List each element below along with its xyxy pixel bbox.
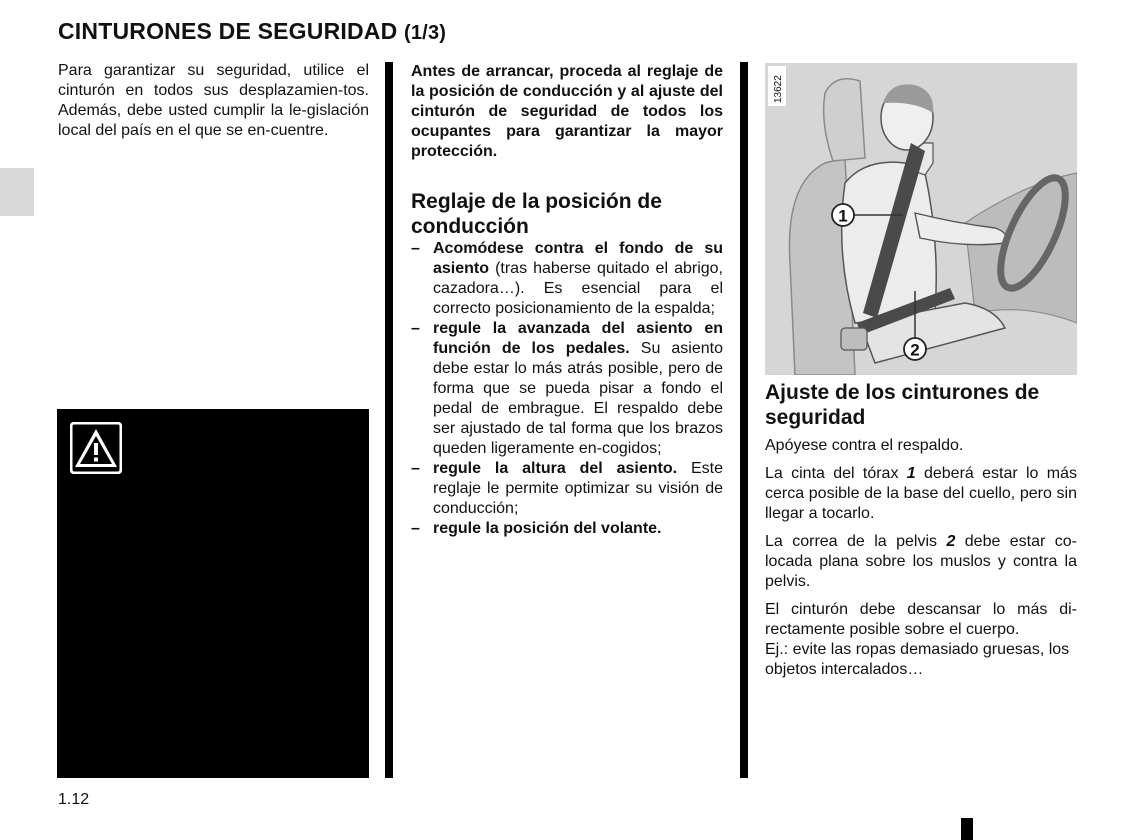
column-right [765, 380, 1077, 680]
callout-1: 1 [838, 206, 848, 226]
section-heading-belt-adjustment: Ajuste de los cinturones de seguridad [765, 381, 1040, 429]
list-item: – regule la altura del asiento. Este reglaje le permite optimizar su visión de conducción; [411, 459, 723, 519]
corner-marker [961, 818, 973, 840]
warning-box [57, 409, 369, 778]
section-heading-driving-position: Reglaje de la posición de conducción [411, 190, 662, 238]
page-number: 1.12 [58, 791, 90, 808]
paragraph: Apóyese contra el respaldo. [765, 437, 964, 454]
seatbelt-illustration [765, 63, 1077, 375]
bold-intro: Antes de arrancar, proceda al reglaje de la posición de conducción y al ajuste del cinturón de seguridad de todos los ocupantes para garantizar la mayor protección. [411, 63, 723, 160]
list-item: – Acomódese contra el fondo de su asiento (tras haberse quitado el abrigo, cazadora…). Es esencial para el correcto posicionamiento de la espalda; [411, 239, 723, 319]
figure-reference: 13622 [773, 75, 784, 103]
column-divider-bar [385, 62, 393, 778]
column-divider-bar [740, 62, 748, 778]
column-middle [411, 62, 723, 539]
page-title: CINTURONES DE SEGURIDAD (1/3) [58, 18, 447, 44]
paragraph: El cinturón debe descansar lo más di-rectamente posible sobre el cuerpo. [765, 601, 1077, 638]
adjustment-list [411, 239, 723, 539]
list-item: – regule la posición del volante. [411, 519, 723, 539]
callout-2: 2 [910, 340, 920, 360]
list-item: – regule la avanzada del asiento en función de los pedales. Su asiento debe estar lo más atrás posible, pero de forma que se pueda pisar a fondo el pedal de embrague. El respaldo debe ser ajustado de tal forma que los brazos queden ligeramente en-cogidos; [411, 319, 723, 459]
paragraph: La correa de la pelvis 2 debe estar co-locada plana sobre los muslos y contra la pelvis. [765, 533, 1078, 590]
warning-triangle-icon [69, 421, 123, 475]
intro-paragraph: Para garantizar su seguridad, utilice el cinturón en todos sus desplazamien-tos. Además, debe usted cumplir la le-gislación local del país en el que se en-cuentre. [58, 62, 369, 139]
section-tab-marker [0, 168, 34, 216]
paragraph: La cinta del tórax 1 deberá estar lo más cerca posible de la base del cuello, pero sin llegar a tocarlo. [765, 465, 1077, 522]
paragraph: Ej.: evite las ropas demasiado gruesas, los objetos intercalados… [765, 641, 1070, 678]
page-marker: (1/3) [404, 22, 447, 44]
column-left [58, 61, 369, 141]
